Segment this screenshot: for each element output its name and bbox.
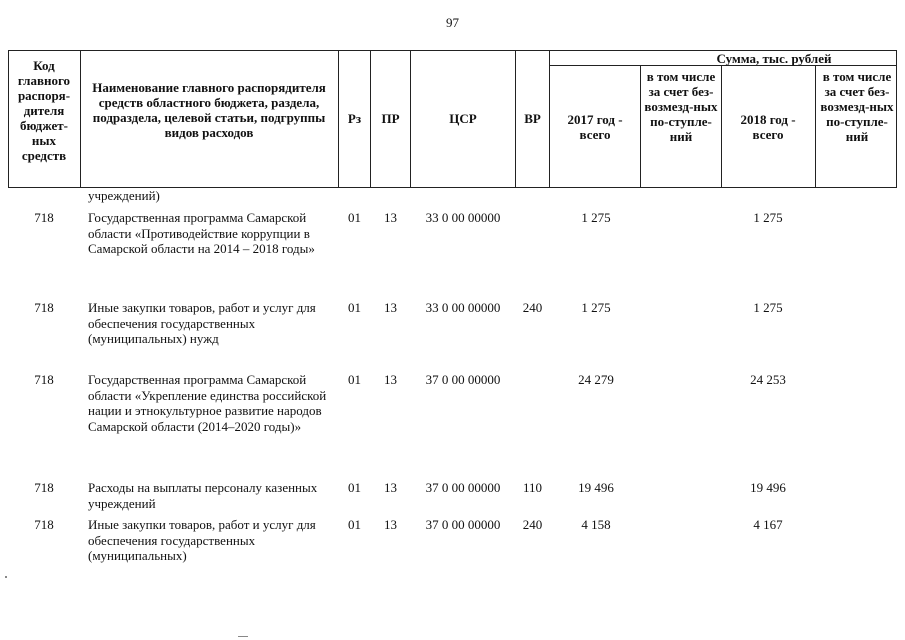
row-csr: 33 0 00 00000 xyxy=(425,210,501,225)
row-name: Государственная программа Самарской области «Противодействие коррупции в Самарской области на 2014 – 2018 годы» xyxy=(88,210,315,256)
row-2017: 24 279 xyxy=(578,372,614,387)
grid-vline xyxy=(815,65,816,188)
row-csr: 37 0 00 00000 xyxy=(425,517,501,532)
page-number: 97 xyxy=(446,15,459,30)
row-2018: 24 253 xyxy=(750,372,786,387)
row-csr: 33 0 00 00000 xyxy=(425,300,501,315)
row-2017: 19 496 xyxy=(578,480,614,495)
row-2018: 4 167 xyxy=(753,517,783,532)
header-2018-total: 2018 год - всего xyxy=(740,112,796,142)
carryover-text: учреждений) xyxy=(88,188,160,203)
scan-speck xyxy=(5,576,7,578)
row-csr: 37 0 00 00000 xyxy=(425,372,501,387)
row-vr: 110 xyxy=(522,480,543,495)
row-2018: 19 496 xyxy=(750,480,786,495)
grid-vline xyxy=(8,50,9,188)
row-rz: 01 xyxy=(348,210,361,225)
header-pr: ПР xyxy=(381,111,400,126)
row-pr: 13 xyxy=(384,300,397,315)
row-name: Расходы на выплаты персоналу казенных учреждений xyxy=(88,480,318,511)
row-csr: 37 0 00 00000 xyxy=(425,480,501,495)
row-2018: 1 275 xyxy=(753,210,783,225)
row-code: 718 xyxy=(34,372,54,387)
row-2017: 4 158 xyxy=(581,517,611,532)
row-code: 718 xyxy=(34,210,54,225)
row-rz: 01 xyxy=(348,480,361,495)
header-2018-grants: в том числе за счет без-возмезд-ных по-ступле-ний xyxy=(820,69,894,144)
header-csr: ЦСР xyxy=(449,111,477,126)
header-vr: ВР xyxy=(524,111,541,126)
grid-vline xyxy=(721,65,722,188)
grid-vline xyxy=(640,65,641,188)
grid-vline xyxy=(896,50,897,188)
row-vr: 240 xyxy=(522,300,543,315)
grid-vline xyxy=(549,50,550,188)
header-code: Код главного распоря-дителя бюджет-ных средств xyxy=(17,58,71,163)
row-2017: 1 275 xyxy=(581,210,611,225)
row-pr: 13 xyxy=(384,372,397,387)
row-name: Иные закупки товаров, работ и услуг для обеспечения государственных (муниципальных) xyxy=(88,517,316,563)
row-rz: 01 xyxy=(348,517,361,532)
row-code: 718 xyxy=(34,517,54,532)
row-2017: 1 275 xyxy=(581,300,611,315)
row-pr: 13 xyxy=(384,480,397,495)
row-name: Иные закупки товаров, работ и услуг для обеспечения государственных (муниципальных) нужд xyxy=(88,300,316,346)
header-sum: Сумма, тыс. рублей xyxy=(716,51,832,66)
header-2017-total: 2017 год - всего xyxy=(567,112,623,142)
row-pr: 13 xyxy=(384,210,397,225)
header-name: Наименование главного распорядителя средств областного бюджета, раздела, подраздела, целевой статьи, подгруппы видов расходов xyxy=(92,80,326,140)
row-rz: 01 xyxy=(348,372,361,387)
row-code: 718 xyxy=(34,300,54,315)
grid-vline xyxy=(80,50,81,188)
row-rz: 01 xyxy=(348,300,361,315)
row-pr: 13 xyxy=(384,517,397,532)
row-2018: 1 275 xyxy=(753,300,783,315)
row-name: Государственная программа Самарской области «Укрепление единства российской нации и этнокультурное развитие народов Самарской области (2014–2020 годы)» xyxy=(88,372,327,434)
header-2017-grants: в том числе за счет без-возмезд-ных по-ступле-ний xyxy=(644,69,718,144)
scan-speck xyxy=(238,636,248,637)
header-rz: Рз xyxy=(347,111,362,126)
row-vr: 240 xyxy=(522,517,543,532)
row-code: 718 xyxy=(34,480,54,495)
